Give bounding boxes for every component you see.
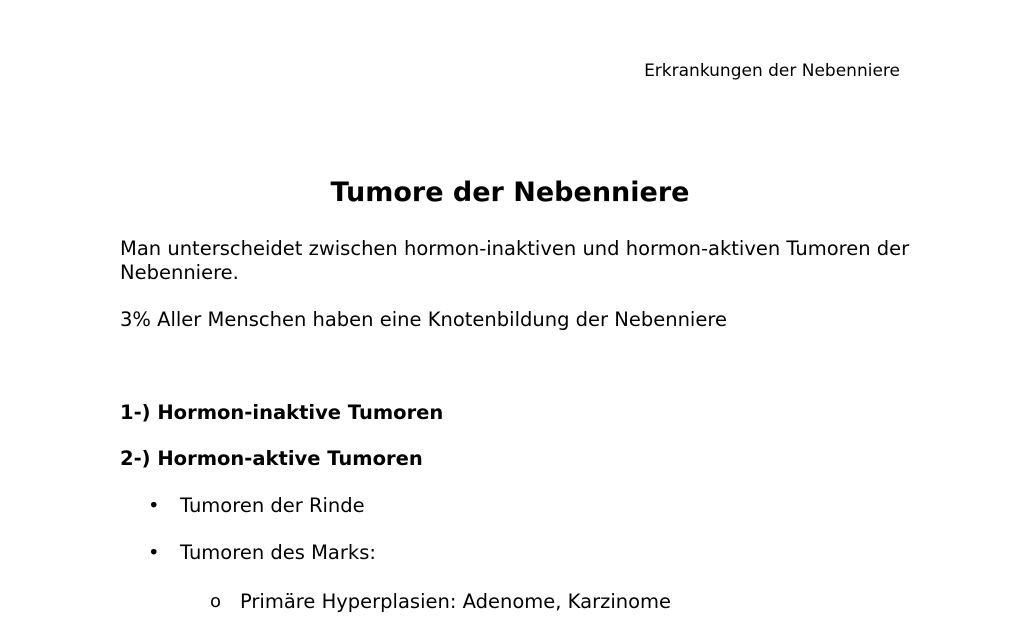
bullet-icon: • <box>148 494 160 517</box>
section-heading-inactive-tumors: 1-) Hormon-inaktive Tumoren <box>120 401 444 424</box>
intro-paragraph: Man unterscheidet zwischen hormon-inaktiven und hormon-aktiven Tumoren der Nebenniere. <box>120 237 910 284</box>
statistic-paragraph: 3% Aller Menschen haben eine Knotenbildung der Nebenniere <box>120 308 727 331</box>
document-title: Tumore der Nebenniere <box>330 177 690 208</box>
sub-bullet-icon: o <box>210 591 222 612</box>
list-item-text: Tumoren der Rinde <box>180 494 365 517</box>
running-header: Erkrankungen der Nebenniere <box>644 61 900 81</box>
list-item-text: Tumoren des Marks: <box>180 541 376 564</box>
section-heading-active-tumors: 2-) Hormon-aktive Tumoren <box>120 447 423 470</box>
bullet-icon: • <box>148 541 160 564</box>
sub-list-item-text: Primäre Hyperplasien: Adenome, Karzinome <box>240 590 672 613</box>
